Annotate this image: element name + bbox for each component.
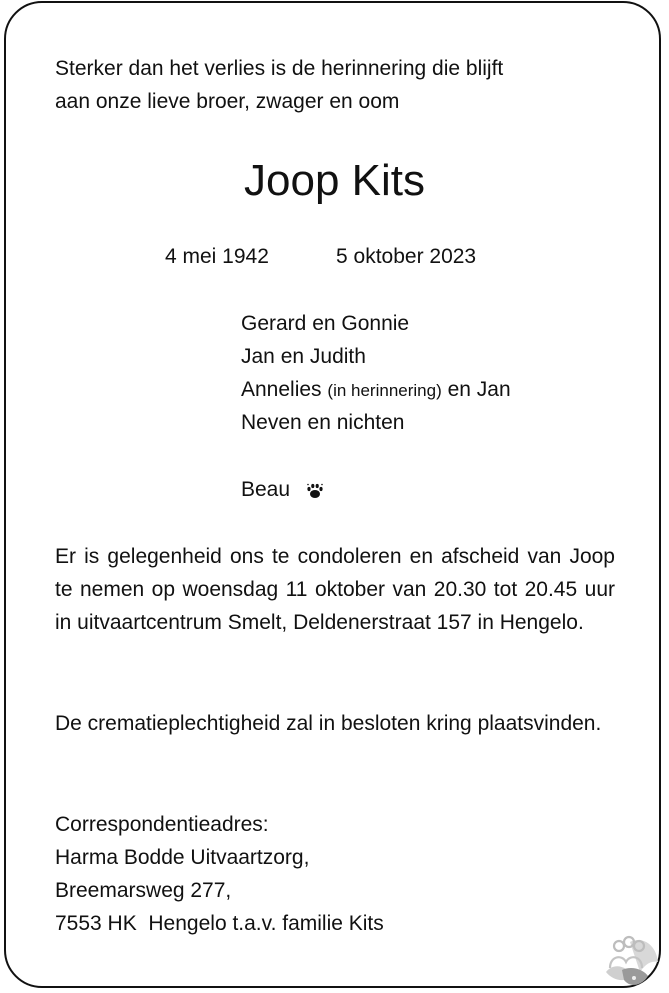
correspondence-label: Correspondentieadres: <box>55 813 269 836</box>
in-memory-note: (in herinnering) <box>327 381 442 400</box>
family-line-1: Gerard en Gonnie <box>241 312 410 335</box>
funeral-home-logo-icon <box>600 932 662 993</box>
death-date: 5 oktober 2023 <box>336 245 477 268</box>
birth-date: 4 mei 1942 <box>165 245 269 268</box>
intro-line-1: Sterker dan het verlies is de herinnering die blijft <box>55 57 504 80</box>
correspondence-line-3: 7553 HK Hengelo t.a.v. familie Kits <box>55 912 384 935</box>
deceased-name: Joop Kits <box>244 156 425 205</box>
pet-name: Beau <box>241 478 291 501</box>
family-line-3-name: Annelies <box>241 378 322 401</box>
pet-line <box>241 473 324 510</box>
family-line-4: Neven en nichten <box>241 411 405 434</box>
correspondence-line-1: Harma Bodde Uitvaartzorg, <box>55 846 310 869</box>
family-line-3-rest: en Jan <box>447 378 511 401</box>
correspondence-line-2: Breemarsweg 277, <box>55 879 232 902</box>
paw-print-icon <box>306 477 324 510</box>
family-line-2: Jan en Judith <box>241 345 366 368</box>
intro-line-2: aan onze lieve broer, zwager en oom <box>55 90 400 113</box>
cremation-paragraph: De crematieplechtigheid zal in besloten kring plaatsvinden. <box>55 712 602 735</box>
family-line-3 <box>241 373 511 407</box>
condolence-paragraph: Er is gelegenheid ons te condoleren en afscheid van Joop te nemen op woensdag 11 oktober van 20.30 tot 20.45 uur in uitvaartcentrum Smelt, Deldenerstraat 157 in Hengelo. <box>55 545 615 634</box>
